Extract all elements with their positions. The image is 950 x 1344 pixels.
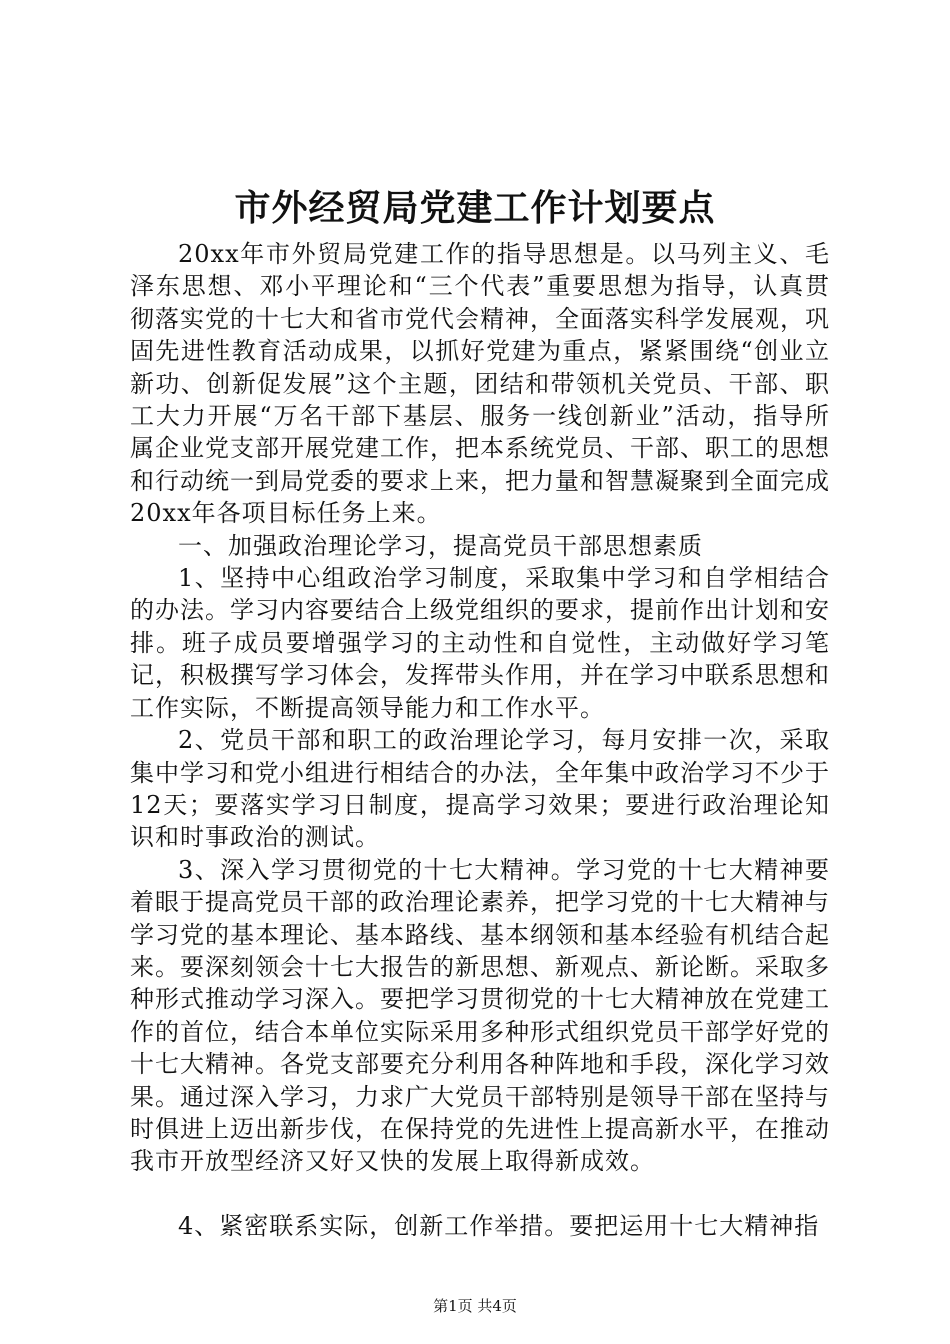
paragraph-guiding-thought: 20xx年市外贸局党建工作的指导思想是。以马列主义、毛泽东思想、邓小平理论和“三个代表”重要思想为指导，认真贯彻落实党的十七大和省市党代会精神，全面落实科学发展观，巩固先进性教育活动成果，以抓好党建为重点，紧紧围绕“创业立新功、创新促发展”这个主题，团结和带领机关党员、干部、职工大力开展“万名干部下基层、服务一线创新业”活动，指导所属企业党支部开展党建工作，把本系统党员、干部、职工的思想和行动统一到局党委的要求上来，把力量和智慧凝聚到全面完成20xx年各项目标任务上来。	[130, 240, 830, 528]
paragraph-item-4: 4、紧密联系实际，创新工作举措。要把运用十七大精神指	[178, 1211, 820, 1240]
document-body	[130, 238, 830, 1242]
page-footer: 第1页 共4页	[433, 1297, 517, 1315]
paragraph-item-3: 3、深入学习贯彻党的十七大精神。学习党的十七大精神要着眼于提高党员干部的政治理论素养，把学习党的十七大精神与学习党的基本理论、基本路线、基本纲领和基本经验有机结合起来。要深刻领会十七大报告的新思想、新观点、新论断。采取多种形式推动学习深入。要把学习贯彻党的十七大精神放在党建工作的首位，结合本单位实际采用多种形式组织党员干部学好党的十七大精神。各党支部要充分利用各种阵地和手段，深化学习效果。通过深入学习，力求广大党员干部特别是领导干部在坚持与时俱进上迈出新步伐，在保持党的先进性上提高新水平，在推动我市开放型经济又好又快的发展上取得新成效。	[130, 855, 830, 1176]
document-title: 市外经贸局党建工作计划要点	[234, 187, 716, 229]
paragraph-item-1: 1、坚持中心组政治学习制度，采取集中学习和自学相结合的办法。学习内容要结合上级党组织的要求，提前作出计划和安排。班子成员要增强学习的主动性和自觉性，主动做好学习笔记，积极撰写学习体会，发挥带头作用，并在学习中联系思想和工作实际，不断提高领导能力和工作水平。	[130, 564, 830, 722]
section-heading-1: 一、加强政治理论学习，提高党员干部思想素质	[178, 531, 703, 560]
paragraph-item-2: 2、党员干部和职工的政治理论学习，每月安排一次，采取集中学习和党小组进行相结合的办法，全年集中政治学习不少于12天；要落实学习日制度，提高学习效果；要进行政治理论知识和时事政治的测试。	[130, 726, 830, 852]
